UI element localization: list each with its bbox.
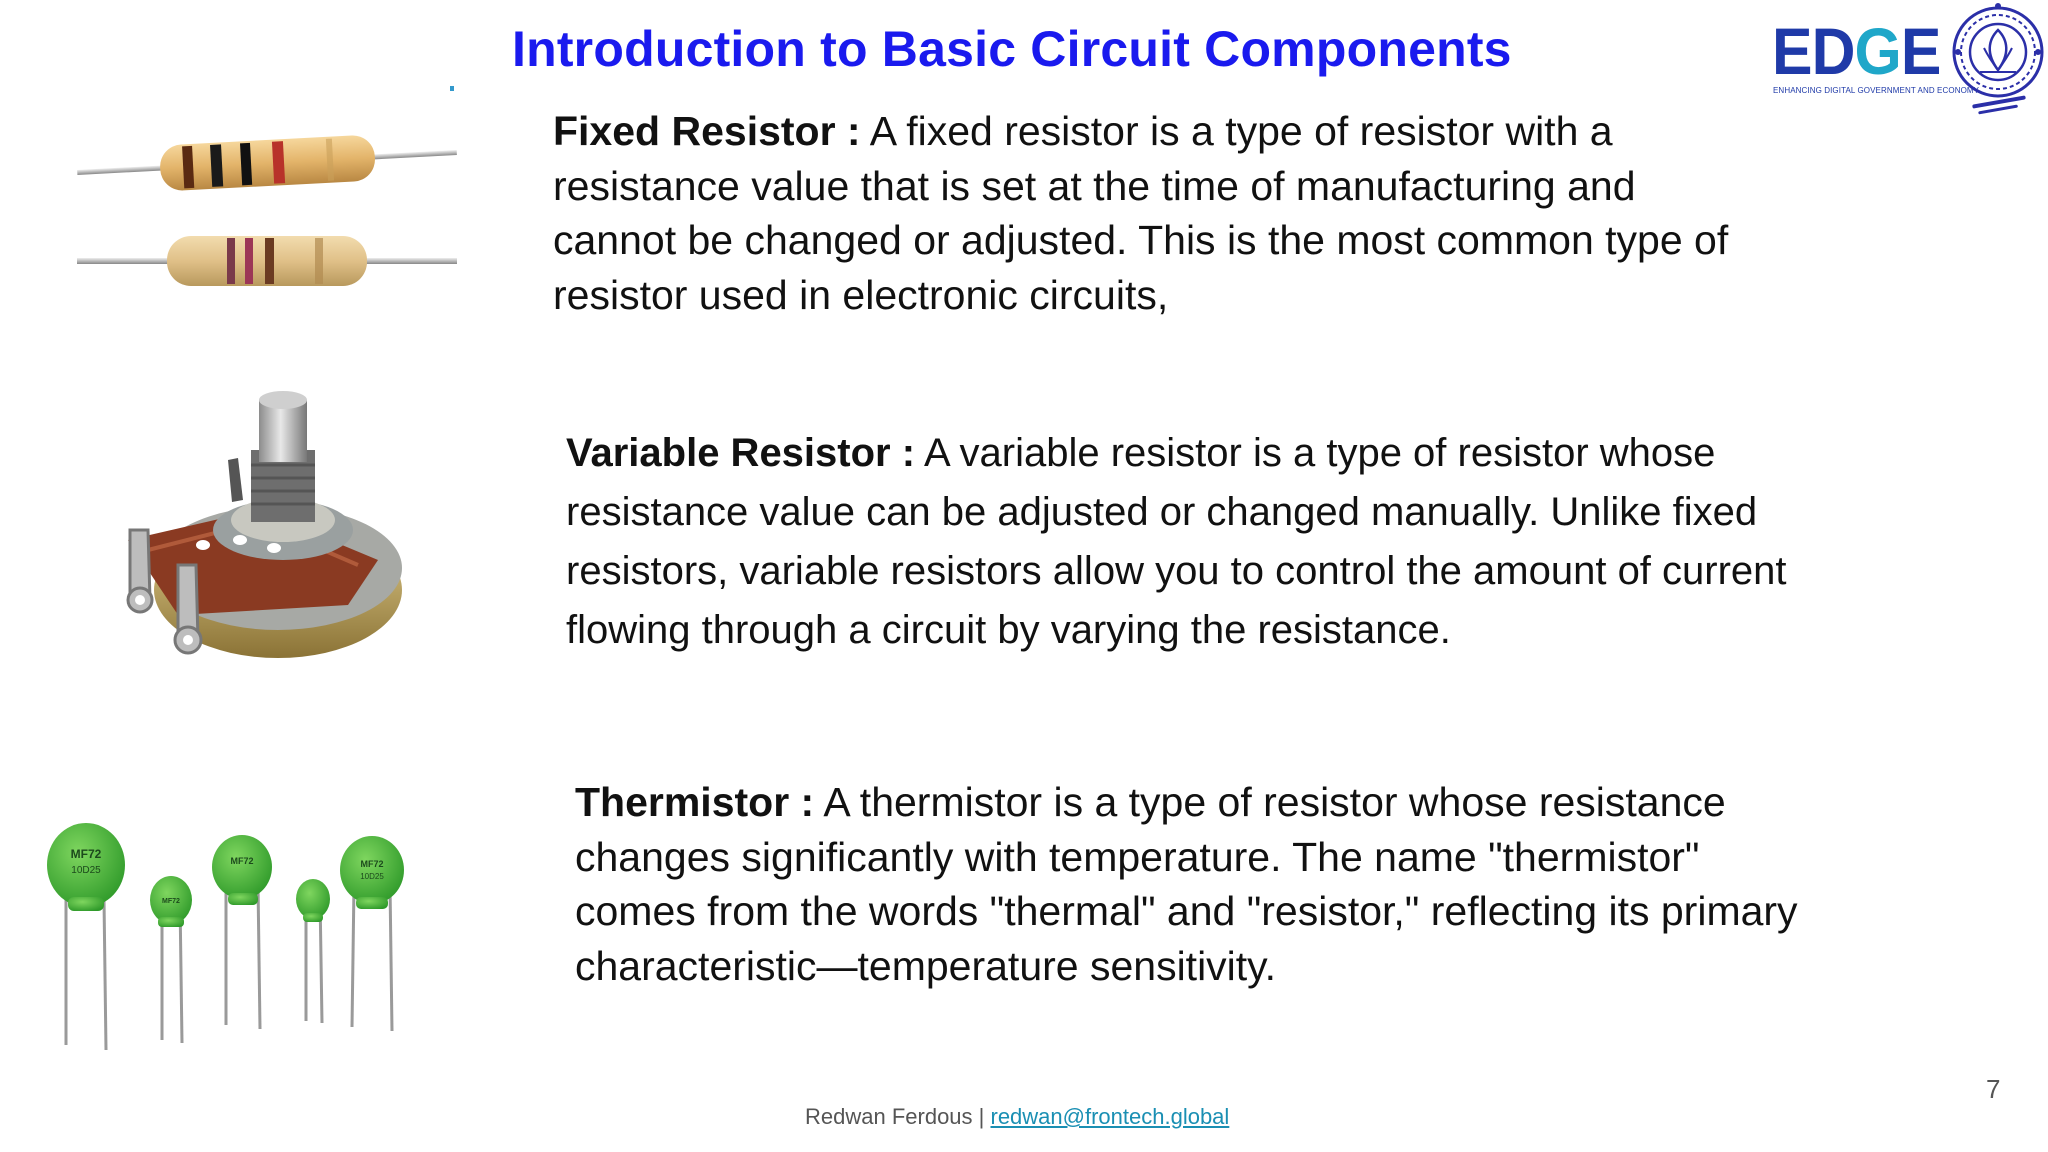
section-line: Fixed Resistor : A fixed resistor is a type of resistor with a [553, 108, 1613, 154]
section-line: characteristic—temperature sensitivity. [575, 942, 1277, 989]
section-line: flowing through a circuit by varying the resistance. [566, 608, 1451, 652]
thermistor-label-5b: 10D25 [360, 872, 384, 881]
section-thermistor [575, 775, 1798, 993]
thermistor-image [30, 815, 420, 1055]
footer-author: Redwan Ferdous [805, 1104, 973, 1129]
section-line: Thermistor : A thermistor is a type of resistor whose resistance [575, 779, 1726, 825]
footer-email-link[interactable]: redwan@frontech.global [990, 1104, 1230, 1129]
decorative-tick [450, 86, 454, 91]
thermistor-label-3: MF72 [230, 856, 254, 866]
page-number: 7 [1986, 1074, 2001, 1104]
thermistor-label-5a: MF72 [360, 859, 384, 869]
section-line: resistors, variable resistors allow you to control the amount of current [566, 549, 1787, 593]
section-heading: Fixed Resistor : [553, 108, 861, 154]
section-variable-resistor [566, 424, 1787, 660]
thermistor-label-1b: 10D25 [71, 865, 101, 876]
section-line: resistor used in electronic circuits, [553, 271, 1169, 318]
section-line: resistance value that is set at the time of manufacturing and [553, 162, 1636, 209]
variable-resistor-image [108, 390, 408, 690]
thermistor-label-1a: MF72 [70, 847, 102, 861]
university-seal-icon [1950, 0, 2048, 118]
section-fixed-resistor [553, 104, 1728, 322]
fixed-resistor-image [75, 110, 460, 310]
edge-logo-tagline: ENHANCING DIGITAL GOVERNMENT AND ECONOMY [1773, 86, 1980, 95]
slide-title: Introduction to Basic Circuit Components [512, 21, 1512, 77]
section-line: changes significantly with temperature. The name "thermistor" [575, 833, 1700, 880]
section-line: Variable Resistor : A variable resistor is a type of resistor whose [566, 431, 1716, 475]
section-line: comes from the words "thermal" and "resistor," reflecting its primary [575, 888, 1798, 934]
section-line: cannot be changed or adjusted. This is the most common type of [553, 217, 1729, 263]
section-heading: Thermistor : [575, 779, 815, 825]
footer-separator: | [972, 1104, 991, 1129]
edge-logo-word: EDGE [1772, 14, 1941, 88]
footer [805, 1104, 1229, 1130]
edge-logo [1772, 14, 1980, 98]
thermistor-leads [66, 885, 392, 1050]
thermistor-label-2: MF72 [162, 898, 180, 905]
section-heading: Variable Resistor : [566, 431, 916, 475]
resistor-top [76, 130, 458, 196]
section-line: resistance value can be adjusted or changed manually. Unlike fixed [566, 490, 1758, 534]
resistor-bottom [77, 236, 457, 286]
